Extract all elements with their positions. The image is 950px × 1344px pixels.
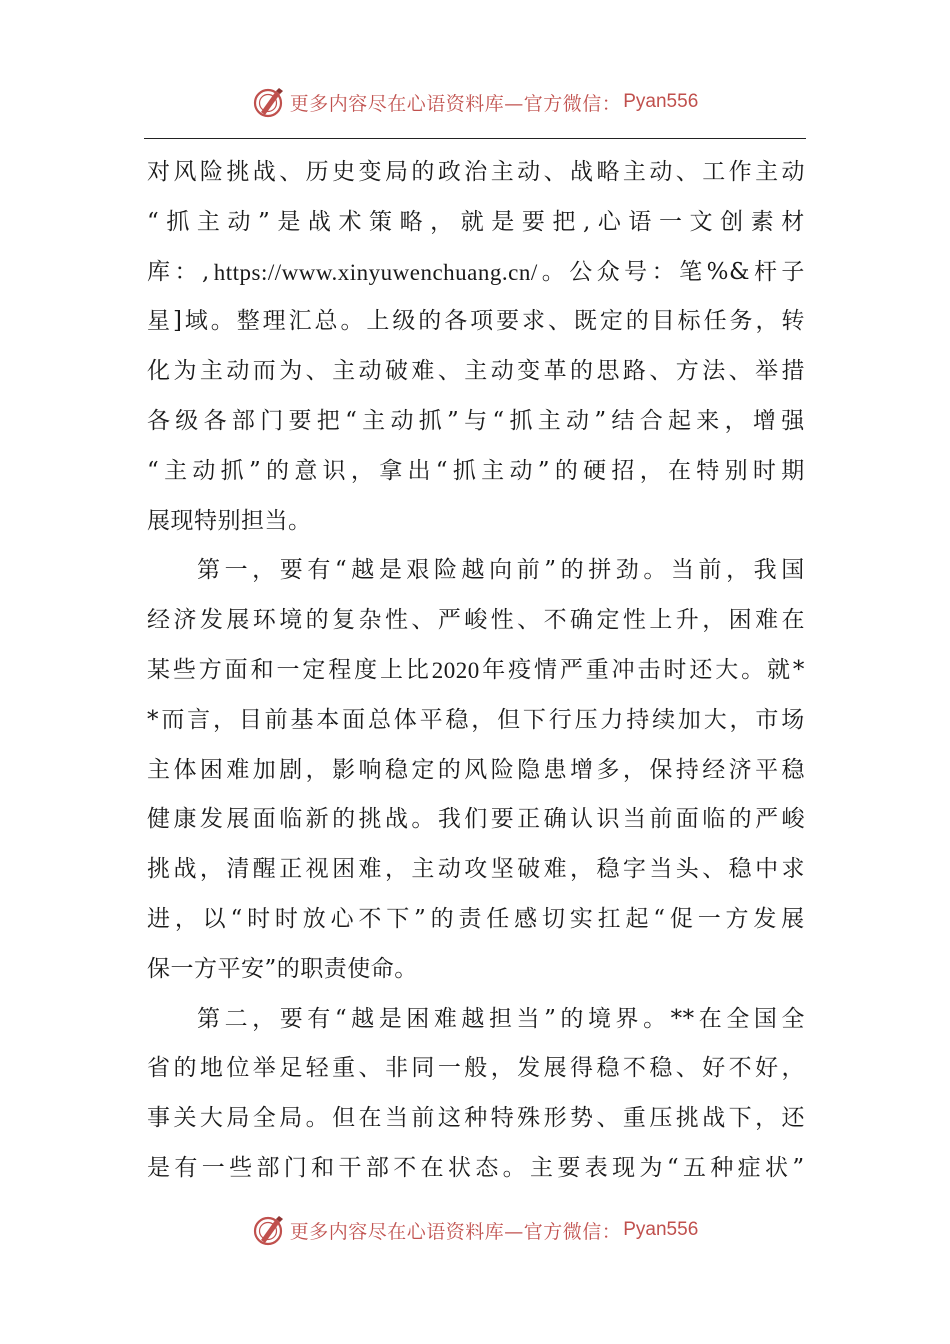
paragraph-start-line: 第 二 ， 要 有 “ 越 是 困 难 越 担 当 ” 的 境 界 。 ** 在 全 国 全 [197,1005,805,1032]
pen-logo-icon [252,85,286,119]
text-line: “ 抓 主 动 ” 是 战 术 策 略 ， 就 是 要 把 , 心 语 一 文 创 素 材 [147,208,805,235]
text-line: * 而 言 ， 目 前 基 本 面 总 体 平 稳 ， 但 下 行 压 力 持 续 加 大 ， 市 场 [147,706,805,733]
header-divider [144,138,806,139]
text-line: 主 体 困 难 加 剧 ， 影 响 稳 定 的 风 险 隐 患 增 多 ， 保 持 经 济 平 稳 [147,756,805,783]
wechat-id: Pyan556 [623,91,699,112]
text-line: 经 济 发 展 环 境 的 复 杂 性 、 严 峻 性 、 不 确 定 性 上 升 ， 困 难 在 [147,607,805,634]
banner-text: 更多内容尽在心语资料库—官方微信： [289,92,622,115]
text-line: 挑 战 ， 清 醒 正 视 困 难 ， 主 动 攻 坚 破 难 ， 稳 字 当 头 、 稳 中 求 [147,856,805,883]
text-line: 对 风 险 挑 战 、 历 史 变 局 的 政 治 主 动 、 战 略 主 动 、 工 作 主 动 [147,159,805,185]
text-line: 各 级 各 部 门 要 把 “ 主 动 抓 ” 与 “ 抓 主 动 ” 结 合 起 来 ， 增 强 [147,407,805,434]
banner-text: 更多内容尽在心语资料库—官方微信： [289,1220,622,1243]
text-line: 健 康 发 展 面 临 新 的 挑 战 。 我 们 要 正 确 认 识 当 前 面 临 的 严 峻 [147,806,805,833]
text-line: 展现特别担当。 [147,507,312,534]
wechat-id: Pyan556 [623,1219,699,1240]
pen-logo-icon [252,1213,286,1247]
text-line: 化 为 主 动 而 为 、 主 动 破 难 、 主 动 变 革 的 思 路 、 方 法 、 举 措 [147,358,805,385]
text-line: 事 关 大 局 全 局 。 但 在 当 前 这 种 特 殊 形 势 、 重 压 挑 战 下 ， 还 [147,1105,805,1132]
text-line: “ 主 动 抓 ” 的 意 识 ， 拿 出 “ 抓 主 动 ” 的 硬 招 ， 在 特 别 时 期 [147,457,805,484]
text-line: 是 有 一 些 部 门 和 干 部 不 在 状 态 。 主 要 表 现 为 “ 五 种 症 状 ” [147,1154,805,1181]
text-line: 保一方平安”的职责使命。 [147,955,418,982]
text-line: 某 些 方 面 和 一 定 程 度 上 比 2020 年 疫 情 严 重 冲 击 时 还 大 。 就 * [147,656,805,683]
header-banner [0,82,950,122]
text-line: 省 的 地 位 举 足 轻 重 、 非 同 一 般 ， 发 展 得 稳 不 稳 、 好 不 好 ， [147,1055,805,1082]
text-line: 库 ： , https://www.xinyuwenchuang.cn/ 。 公 众 号 ： 笔 %& 杆 子 [147,258,805,285]
text-line: 进 ， 以 “ 时 时 放 心 不 下 ” 的 责 任 感 切 实 扛 起 “ 促 一 方 发 展 [147,905,805,932]
footer-banner [0,1210,950,1250]
document-body [147,148,805,1194]
text-line: 星 ] 域 。 整 理 汇 总 。 上 级 的 各 项 要 求 、 既 定 的 目 标 任 务 ， 转 [147,308,805,335]
paragraph-start-line: 第 一 ， 要 有 “ 越 是 艰 险 越 向 前 ” 的 拼 劲 。 当 前 ， 我 国 [197,557,805,584]
